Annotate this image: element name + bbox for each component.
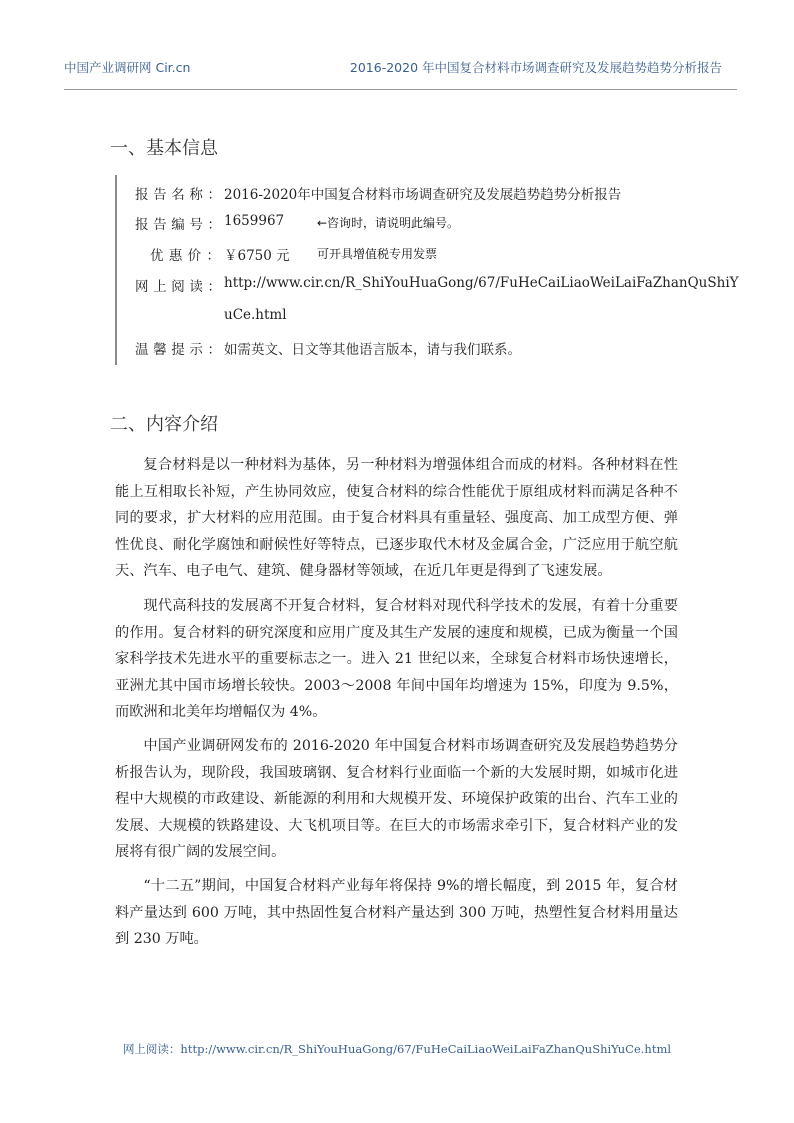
info-label: 网上阅读：: [135, 279, 221, 295]
online-read-link-cont[interactable]: uCe.html: [224, 307, 287, 323]
invoice-note: 可开具增值税专用发票: [317, 247, 438, 261]
content-paragraph: 复合材料是以一种材料为基体，另一种材料为增强体组合而成的材料。各种材料在性能上互相取长补短，产生协同效应，使复合材料的综合性能优于原组成材料而满足各种不同的要求，扩大材料的应用范围。由于复合材料具有重量轻、强度高、加工成型方便、弹性优良、耐化学腐蚀和耐候性好等特点，已逐步取代木材及金属合金，广泛应用于航空航天、汽车、电子电气、建筑、健身器材等领域，在近几年更是得到了飞速发展。: [115, 457, 678, 579]
site-name[interactable]: 中国产业调研网 Cir.cn: [64, 60, 191, 75]
online-read-link[interactable]: http://www.cir.cn/R_ShiYouHuaGong/67/FuHeCaiLiaoWeiLaiFaZhanQuShiY: [224, 275, 739, 291]
info-label: 报告名称：: [135, 187, 221, 203]
tip-value: 如需英文、日文等其他语言版本，请与我们联系。: [224, 342, 521, 358]
footer-online-read-link[interactable]: 网上阅读：http://www.cir.cn/R_ShiYouHuaGong/67/FuHeCaiLiaoWeiLaiFaZhanQuShiYuCe.html: [122, 1042, 672, 1056]
section-title-content: 二、内容介绍: [110, 414, 218, 435]
price-value: ￥6750 元: [224, 248, 290, 264]
basic-info-block: [115, 175, 739, 365]
content-paragraph: 现代高科技的发展离不开复合材料，复合材料对现代科学技术的发展，有着十分重要的作用。复合材料的研究深度和应用广度及其生产发展的速度和规模，已成为衡量一个国家科学技术先进水平的重要标志之一。进入 21 世纪以来，全球复合材料市场快速增长，亚洲尤其中国市场增长较快。2003～2008 年间中国年均增速为 15%，印度为 9.5%，而欧洲和北美年均增幅仅为 4%。: [115, 598, 678, 720]
report-number-note: ←咨询时，请说明此编号。: [317, 216, 460, 230]
header-divider: [64, 89, 737, 90]
info-label: 优惠价：: [150, 248, 220, 264]
report-name-value: 2016-2020年中国复合材料市场调查研究及发展趋势趋势分析报告: [224, 187, 622, 203]
header-report-title: 2016-2020 年中国复合材料市场调查研究及发展趋势趋势分析报告: [349, 60, 722, 75]
info-label: 温馨提示：: [135, 342, 221, 358]
content-paragraph: 中国产业调研网发布的 2016-2020 年中国复合材料市场调查研究及发展趋势趋势分析报告认为，现阶段，我国玻璃钢、复合材料行业面临一个新的大发展时期，如城市化进程中大规模的市政建设、新能源的利用和大规模开发、环境保护政策的出台、汽车工业的发展、大规模的铁路建设、大飞机项目等。在巨大的市场需求牵引下，复合材料产业的发展将有很广阔的发展空间。: [115, 738, 678, 860]
content-paragraph: “十二五”期间，中国复合材料产业每年将保持 9%的增长幅度，到 2015 年，复合材料产量达到 600 万吨，其中热固性复合材料产量达到 300 万吨，热塑性复合材料用量达到 230 万吨。: [115, 878, 678, 947]
info-label: 报告编号：: [135, 217, 221, 233]
report-number-value: 1659967: [224, 213, 285, 229]
section-title-basic-info: 一、基本信息: [110, 138, 218, 159]
